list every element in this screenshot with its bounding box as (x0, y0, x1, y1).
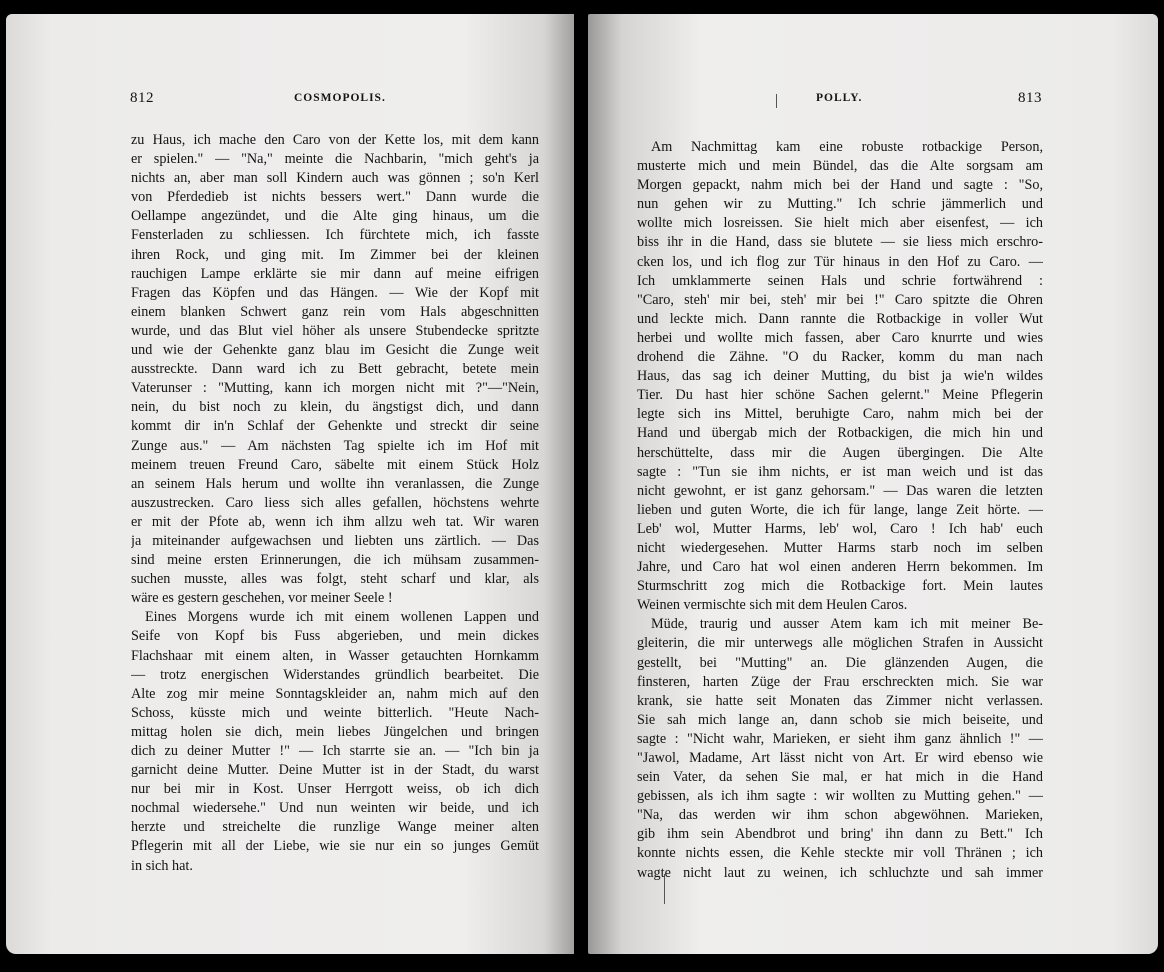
text-line: Schoss, küsste mich und weinte bitterlich. "Heute Nach- (131, 704, 539, 721)
text-line: Morgen gepackt, nahm mich bei der Hand und sagte : "So, (637, 177, 1043, 194)
text-line: Ich umklammerte seinen Hals und schrie fortwährend : (637, 272, 1043, 289)
text-line: Leb' wol, Mutter Harms, leb' wol, Caro ! Ich hab' euch (637, 520, 1043, 537)
text-line: Am Nachmittag kam eine robuste rotbackige Person, (651, 139, 1043, 155)
text-line: drohend die Zähne. "O du Racker, komm du man nach (637, 349, 1043, 366)
text-line: herbei und wollte mich fassen, aber Caro knurrte und wies (637, 329, 1043, 346)
text-line: ihren Rock, und ging mit. Im Zimmer bei der kleinen (131, 246, 539, 263)
text-line: "Jawol, Madame, Art lässt nicht von Art. Er wird ebenso wie (637, 750, 1043, 766)
right-page (588, 14, 1158, 954)
text-line: er spielen." — "Na," meinte die Nachbarin, "mich geht's ja (131, 151, 539, 168)
text-line: auszustrecken. Caro liess sich alles gefallen, höchstens wehrte (131, 494, 539, 511)
text-line: Fragen das Köpfen und das Hängen. — Wie der Kopf mit (131, 284, 539, 301)
text-line: einem blanken Schwert ganz rein vom Hals abgeschnitten (131, 303, 539, 320)
text-line: Eines Morgens wurde ich mit einem wollenen Lappen und (145, 609, 539, 626)
text-line: Flachshaar mit einem alten, in Wasser getauchten Hornkamm (131, 647, 539, 664)
text-line: Tier. Du hast hier schöne Sachen gelernt." Meine Pflegerin (637, 387, 1043, 404)
text-line: dich zu deiner Mutter !" — Ich starrte sie an. — "Ich bin ja (131, 743, 539, 759)
text-line: legte sich ins Mittel, beruhigte Caro, nahm mich bei der (637, 406, 1043, 423)
text-line: krank, sie hatte seit Monaten das Zimmer nicht verlassen. (637, 692, 1043, 709)
text-line: "Caro, steh' mir bei, steh' mir bei !" Caro spitzte die Ohren (637, 291, 1043, 308)
right-body-text (637, 138, 1043, 883)
text-line: lieben und guten Worte, die ich für lange, lange Zeit hörte. — (637, 501, 1043, 518)
text-line: gib ihm sein Abendbrot und bring' ihn dann zu Bett." Ich (637, 826, 1043, 843)
text-line: an seinem Hals herum und wollte ihn veranlassen, die Zunge (131, 475, 539, 492)
text-line: Seife von Kopf bis Fuss abgerieben, und mein dickes (131, 628, 539, 645)
text-line: sein Vater, da sehen Sie mal, er hat mich in die Hand (637, 769, 1043, 786)
text-line: nein, du bist noch zu klein, du ängstigst dich, und dann (131, 399, 539, 416)
text-line: Zunge aus." — Am nächsten Tag spielte ich im Hof mit (131, 437, 539, 454)
left-running-title: COSMOPOLIS. (294, 92, 386, 104)
text-line: biss ihr in die Hand, dass sie blutete — sie liess mich erschro- (637, 234, 1043, 251)
text-line: ja miteinander aufgewachsen und liebten uns zärtlich. — Das (131, 532, 539, 549)
text-line: in sich hat. (131, 857, 193, 874)
print-mark (776, 94, 777, 108)
text-line: gestellt, bei "Mutting" an. Die glänzenden Augen, die (637, 654, 1043, 671)
text-line: finsteren, harten Züge der Frau erschreckten mich. Sie war (637, 673, 1043, 690)
text-line: wollte mich losreissen. Sie hielt mich aber eisenfest, — ich (637, 215, 1043, 232)
text-line: suchen musste, alles was folgt, steht scharf und klar, als (131, 571, 539, 588)
text-line: er mit der Pfote ab, wenn ich ihm allzu weh tat. Wir waren (131, 513, 539, 530)
text-line: musterte mich und mein Bündel, das die Alte sorgsam am (637, 158, 1043, 175)
text-line: Jahre, und Caro hat wol einen anderen Herrn bekommen. Im (637, 559, 1043, 576)
text-line: sagte : "Tun sie ihm nichts, er ist man weich und ist das (637, 463, 1043, 480)
text-line: Müde, traurig und ausser Atem kam ich mit meiner Be- (651, 616, 1043, 633)
text-line: gebissen, als ich ihm sagte : wir wollten zu Mutting gehen." — (637, 788, 1043, 805)
text-line: Oellampe angezündet, und die Alte ging hinaus, um die (131, 208, 539, 225)
text-line: von Pferdedieb ist nichts bessers wert." Dann wurde die (131, 189, 539, 206)
text-line: cken los, und ich flog zur Tür hinaus in den Hof zu Caro. — (637, 253, 1043, 270)
right-running-title: POLLY. (816, 92, 863, 104)
text-line: sagte : "Nicht wahr, Marieken, er sieht ihm ganz ähnlich !" — (637, 730, 1043, 747)
text-line: Weinen vermischte sich mit dem Heulen Caros. (637, 597, 908, 614)
text-line: rauchigen Lampe erklärte sie mir dann auf meine eifrigen (131, 265, 539, 282)
text-line: Fensterladen zu schliessen. Ich fürchtete mich, ich fasste (131, 227, 539, 244)
text-line: Vaterunser : "Mutting, kann ich morgen nicht mit ?"—"Nein, (131, 380, 539, 397)
text-line: herschüttelte, dass mir die Augen übergingen. Die Alte (637, 444, 1043, 461)
text-line: wurde, und das Blut viel höher als unsere Stubendecke spritzte (131, 322, 539, 339)
text-line: Haus, das sag ich deiner Mutting, du bist ja wie'n wildes (637, 368, 1043, 385)
text-line: Alte zog mir meine Sonntagskleider an, nahm mich auf den (131, 685, 539, 702)
text-line: — trotz energischen Widerstandes gründlich bearbeitet. Die (131, 666, 539, 683)
text-line: konnte nichts essen, die Kehle steckte mir voll Thränen ; ich (637, 845, 1043, 862)
text-line: kommt dir in'n Schlaf der Gehenkte und streckt dir seine (131, 418, 539, 435)
text-line: nun gehen wir zu Mutting." Ich schrie jämmerlich und (637, 196, 1043, 213)
text-line: ausstreckte. Dann ward ich zu Bett gebracht, betete mein (131, 361, 539, 378)
text-line: meinem treuen Freund Caro, säbelte mit einem Stück Holz (131, 456, 539, 473)
text-line: sind meine ersten Erinnerungen, die ich mühsam zusammen- (131, 552, 539, 569)
text-line: nicht wiedergesehen. Mutter Harms starb noch im selben (637, 539, 1043, 556)
text-line: herzte und streichelte die runzlige Wange meiner alten (131, 819, 539, 836)
text-line: Sie sah mich lange an, dann schob sie mich beiseite, und (637, 711, 1043, 728)
left-page-number: 812 (130, 90, 154, 106)
text-line: Pflegerin mit all der Liebe, wie sie nur ein so junges Gemüt (131, 838, 539, 855)
text-line: wagte nicht laut zu weinen, ich schluchzte und sah immer (637, 864, 1043, 881)
left-body-text (131, 131, 539, 876)
text-line: nicht gewohnt, er ist ganz gehorsam." — Das waren die letzten (637, 482, 1043, 499)
text-line: und wie der Gehenkte ganz blau im Gesicht die Zunge weit (131, 342, 539, 359)
text-line: zu Haus, ich mache den Caro von der Kette los, mit dem kann (131, 132, 539, 148)
left-page (6, 14, 578, 954)
text-line: nur bei mir in Kost. Unser Herrgott weiss, ob ich dich (131, 781, 539, 798)
text-line: wäre es gestern geschehen, vor meiner Seele ! (131, 590, 393, 607)
text-line: Sturmschritt zog mich die Rotbackige fort. Mein lautes (637, 578, 1043, 595)
text-line: nichts an, aber man soll Kindern auch was gönnen ; so'n Kerl (131, 170, 539, 187)
text-line: mittag holen sie dich, mein liebes Jüngelchen und bringen (131, 723, 539, 740)
right-page-number: 813 (1018, 90, 1042, 106)
text-line: und leckte mich. Dann rannte die Rotbackige in voller Wut (637, 310, 1043, 327)
text-line: gleiterin, die mir unterwegs alle möglichen Strafen in Aussicht (637, 635, 1043, 652)
text-line: nochmal wiedersehe." Und nun weinten wir beide, und ich (131, 800, 539, 817)
text-line: Hand und übergab mich der Rotbackigen, die mich hin und (637, 425, 1043, 442)
text-line: garnicht deine Mutter. Deine Mutter ist in der Stadt, du warst (131, 762, 539, 779)
text-line: "Na, das werden wir ihm schon abgewöhnen. Marieken, (637, 807, 1043, 824)
